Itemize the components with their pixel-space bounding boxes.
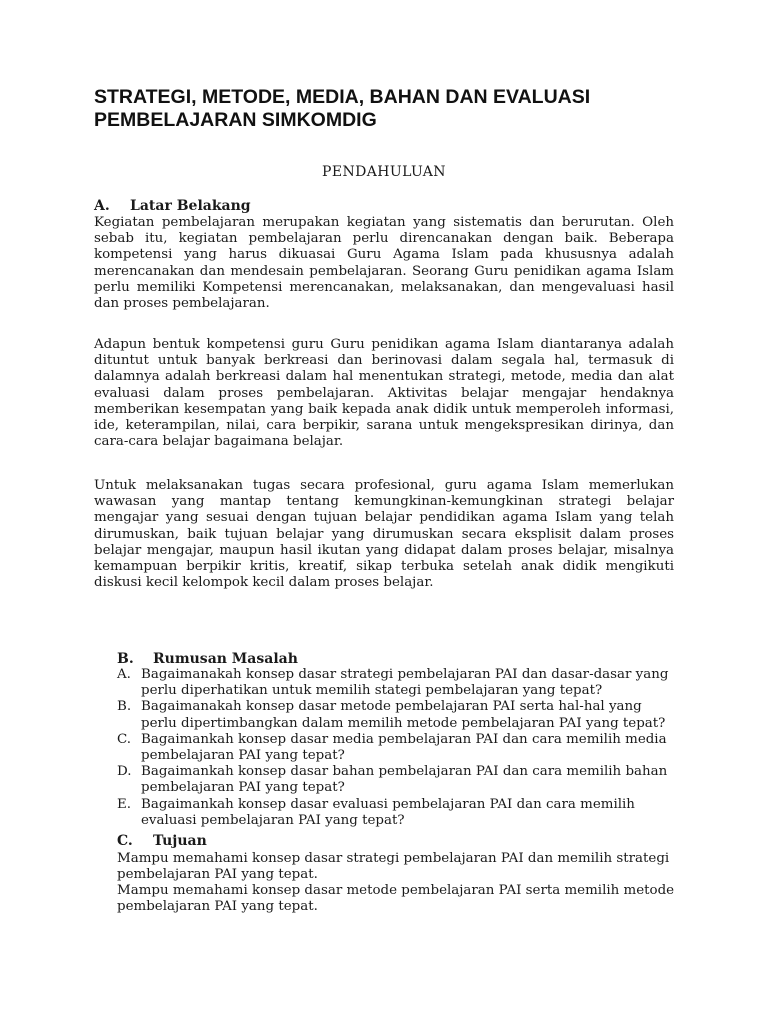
list-letter: A. — [117, 667, 131, 682]
title-line-1: STRATEGI, METODE, MEDIA, BAHAN DAN EVALUASI — [94, 86, 591, 108]
document-title — [94, 86, 694, 132]
list-text: Bagaimanakah konsep dasar strategi pembelajaran PAI dan dasar-dasar yang perlu diperhatikan untuk memilih stategi pembelajaran yang tepat? — [141, 667, 669, 699]
list-letter: B. — [117, 699, 132, 715]
heading-letter: A. — [94, 198, 110, 214]
list-item — [117, 764, 677, 796]
heading-letter: C. — [117, 833, 133, 849]
rumusan-list — [117, 667, 677, 829]
list-text: Bagaimanakah konsep dasar metode pembelajaran PAI serta hal-hal yang perlu dipertimbangkan dalam memilih metode pembelajaran PAI yang tepat? — [141, 699, 666, 731]
list-text: Bagaimankah konsep dasar evaluasi pembelajaran PAI dan cara memilih evaluasi pembelajaran PAI yang tepat? — [141, 796, 635, 828]
heading-rumusan-masalah — [117, 651, 298, 667]
list-item — [117, 797, 677, 829]
list-item — [117, 699, 677, 731]
heading-tujuan — [117, 833, 207, 849]
list-letter: E. — [117, 796, 132, 812]
list-text: Bagaimankah konsep dasar media pembelajaran PAI dan cara memilih media pembelajaran PAI yang tepat? — [141, 731, 667, 764]
paragraph-3: Untuk melaksanakan tugas secara profesional, guru agama Islam memerlukan wawasan yang mantap tentang kemungkinan-kemungkinan strategi belajar mengajar yang sesuai dengan tujuan belajar pendidikan agama Islam yang telah dirumuskan, baik tujuan belajar yang dirumuskan secara eksplisit dalam proses belajar mengajar, maupun hasil ikutan yang didapat dalam proses belajar, misalnya kemampuan berpikir kritis, kreatif, sikap terbuka setelah anak didik mengikuti diskusi kecil kelompok kecil dalam proses belajar. — [94, 478, 674, 591]
paragraph-1: Kegiatan pembelajaran merupakan kegiatan yang sistematis dan berurutan. Oleh sebab itu, kegiatan pembelajaran perlu direncanakan dengan baik. Beberapa kompetensi yang harus dikuasai Guru Agama Islam pada khususnya adalah merencanakan dan mendesain pembelajaran. Seorang Guru penidikan agama Islam perlu memiliki Kompetensi merencanakan, melaksanakan, dan mengevaluasi hasil dan proses pembelajaran. — [94, 215, 674, 312]
heading-label: Rumusan Masalah — [153, 651, 298, 667]
list-item — [117, 667, 677, 699]
title-line-2: PEMBELAJARAN SIMKOMDIG — [94, 109, 377, 131]
tujuan-paragraph-2: Mampu memahami konsep dasar metode pembelajaran PAI serta memilih metode pembelajaran PAI yang tepat. — [117, 883, 675, 915]
heading-letter: B. — [117, 651, 134, 667]
paragraph-2: Adapun bentuk kompetensi guru Guru penidikan agama Islam diantaranya adalah dituntut untuk banyak berkreasi dan berinovasi dalam segala hal, termasuk di dalamnya adalah berkreasi dalam hal menentukan strategi, metode, media dan alat evaluasi dalam proses pembelajaran. Aktivitas belajar mengajar hendaknya memberikan kesempatan yang baik kepada anak didik untuk memperoleh informasi, ide, keterampilan, nilai, cara berpikir, sarana untuk mengekspresikan dirinya, dan cara-cara belajar bagaimana belajar. — [94, 337, 674, 450]
list-letter: D. — [117, 764, 132, 780]
list-item — [117, 732, 677, 764]
heading-label: Tujuan — [153, 833, 207, 849]
heading-label: Latar Belakang — [130, 198, 251, 214]
heading-latar-belakang — [94, 198, 251, 214]
tujuan-paragraph-1: Mampu memahami konsep dasar strategi pembelajaran PAI dan memilih strategi pembelajaran PAI yang tepat. — [117, 851, 670, 883]
list-text: Bagaimankah konsep dasar bahan pembelajaran PAI dan cara memilih bahan pembelajaran PAI yang tepat? — [141, 764, 668, 796]
list-letter: C. — [117, 731, 132, 747]
section-title: PENDAHULUAN — [322, 164, 446, 180]
